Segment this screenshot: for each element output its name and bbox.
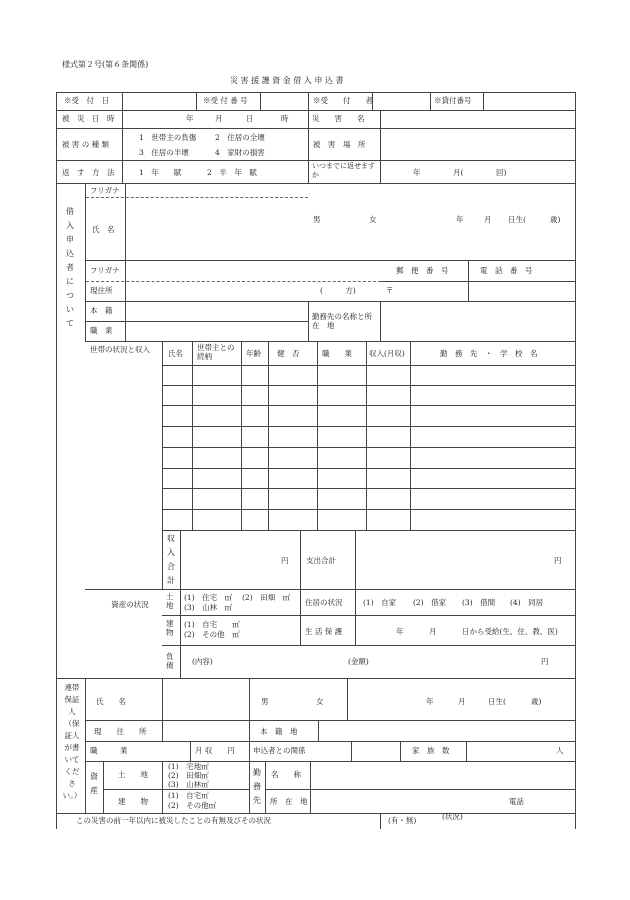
- land-item-farmland[interactable]: (2) 田畑 ㎡: [242, 593, 291, 602]
- damage-type-2[interactable]: 2 住居の全壊: [215, 133, 265, 142]
- datetime-unit-hour: 時: [281, 114, 289, 123]
- repay-until-year: 年: [413, 168, 421, 177]
- land-item-forest[interactable]: (3) 山林 ㎡: [184, 603, 233, 612]
- receiver-label: ※受 付 者: [313, 96, 373, 105]
- repay-until-label: いつまでに返せますか: [312, 162, 375, 179]
- domicile-label: 本 籍: [90, 306, 113, 315]
- guarantor-sex-male[interactable]: 男: [261, 697, 269, 706]
- guarantor-building-label: 建 物: [118, 797, 148, 806]
- guarantor-building-home[interactable]: (1) 自宅㎡: [168, 791, 209, 800]
- expense-total-yen: 円: [554, 556, 562, 565]
- applicant-furigana-label: フリガナ: [90, 186, 120, 195]
- guarantor-birth-year: 年: [426, 697, 434, 706]
- guarantor-domicile-label: 本 籍 地: [260, 727, 298, 736]
- workplace-label: 勤務先の名称と所 在 地: [312, 312, 380, 331]
- guarantor-address-field[interactable]: [163, 721, 248, 740]
- birth-month: 月: [484, 215, 492, 224]
- guarantor-land-label: 土 地: [118, 770, 148, 779]
- birth-field[interactable]: [381, 184, 574, 259]
- building-item-other[interactable]: (2) その他 ㎡: [184, 630, 240, 639]
- debt-content: (内容): [192, 657, 213, 666]
- table-row[interactable]: [163, 427, 574, 446]
- expense-total-field[interactable]: [356, 531, 574, 588]
- damage-type-1[interactable]: 1 世帯主の負傷: [139, 133, 197, 142]
- guarantor-work-label: 勤務先: [253, 768, 261, 805]
- receipt-date-field[interactable]: [123, 93, 195, 109]
- disaster-datetime-label: 被 災 日 時: [62, 114, 115, 123]
- housing-rent[interactable]: (2) 借家: [413, 598, 447, 607]
- guarantor-work-name-label: 名 称: [271, 770, 301, 779]
- page-title: 災 害 援 護 資 金 借 入 申 込 書: [230, 76, 344, 85]
- repay-until-times: 回): [496, 168, 507, 177]
- receipt-number-label: ※受 付 番 号: [203, 96, 248, 105]
- income-total-label: 収入合計: [167, 534, 175, 585]
- birth-year: 年: [456, 215, 464, 224]
- land-label: 土地: [166, 592, 174, 611]
- repayment-method-label: 返 す 方 法: [62, 168, 115, 177]
- disaster-name-label: 災 害 名: [312, 114, 365, 123]
- table-row[interactable]: [163, 386, 574, 404]
- housing-own[interactable]: (1) 自家: [363, 598, 397, 607]
- postal-mark: 〒: [386, 286, 394, 295]
- guarantor-family-unit: 人: [556, 746, 564, 755]
- guarantor-sex-female[interactable]: 女: [316, 697, 324, 706]
- table-row[interactable]: [163, 469, 574, 487]
- address-field[interactable]: [126, 282, 380, 300]
- building-label: 建物: [166, 619, 174, 638]
- hh-header-age: 年齢: [246, 349, 261, 358]
- applicant-name-label: 氏 名: [92, 225, 115, 234]
- domicile-field[interactable]: [126, 302, 307, 320]
- loan-number-label: ※貸付番号: [434, 96, 472, 105]
- guarantor-relation-label: 申込者との関係: [253, 746, 306, 755]
- phone-field[interactable]: [469, 282, 574, 300]
- land-item-residential[interactable]: (1) 住宅 ㎡: [184, 593, 233, 602]
- guarantor-name-field[interactable]: [163, 679, 248, 719]
- hh-header-relation: 世帯主との続柄: [197, 343, 235, 362]
- housing-label: 住居の状況: [305, 598, 343, 607]
- assets-section-label: 資産の状況: [111, 600, 149, 609]
- damage-place-field[interactable]: [381, 129, 574, 159]
- hh-header-workplace: 勤 務 先 ・ 学 校 名: [440, 349, 538, 358]
- hh-header-income: 収入(月収): [369, 349, 405, 358]
- housing-room[interactable]: (3) 借間: [462, 598, 496, 607]
- hh-header-job: 職 業: [322, 349, 352, 358]
- workplace-field[interactable]: [381, 302, 574, 340]
- income-total-yen: 円: [281, 556, 289, 565]
- debt-field[interactable]: [181, 646, 574, 677]
- repay-until-field[interactable]: [381, 161, 574, 182]
- debt-label: 負債: [166, 652, 174, 671]
- previous-status-field[interactable]: [470, 814, 574, 828]
- table-row[interactable]: [163, 406, 574, 425]
- birth-day: 日生(: [508, 215, 526, 224]
- guarantor-building-other[interactable]: (2) その他㎡: [168, 801, 217, 810]
- table-row[interactable]: [163, 510, 574, 529]
- guarantor-section-label: 連帯保証人（保証人が書いてください。）: [62, 683, 82, 800]
- guarantor-monthly-income: 月 収 円: [195, 746, 235, 755]
- postal-code-field[interactable]: [394, 282, 467, 300]
- guarantor-assets-label: 資産: [90, 772, 98, 795]
- loan-number-field[interactable]: [484, 93, 574, 109]
- damage-type-label: 被 害 の 種 類: [62, 140, 110, 149]
- guarantor-work-address-label: 所 在 地: [270, 797, 308, 806]
- damage-type-4[interactable]: 4 家財の損害: [215, 148, 265, 157]
- previous-answer[interactable]: (有・無): [388, 816, 417, 825]
- disaster-datetime-field[interactable]: [123, 111, 307, 127]
- guarantor-job-field[interactable]: [163, 742, 189, 760]
- debt-yen: 円: [541, 657, 549, 666]
- guarantor-job-label: 職 業: [90, 746, 128, 755]
- table-row[interactable]: [163, 448, 574, 467]
- previous-question: この災害の前一年以内に被災したことの有無及びその状況: [76, 816, 271, 825]
- welfare-field[interactable]: [356, 616, 574, 644]
- guarantor-birth-month: 月: [458, 697, 466, 706]
- phone-label: 電 話 番 号: [480, 266, 533, 275]
- datetime-unit-year: 年: [186, 114, 194, 123]
- welfare-receiving: 日から受給(生、住、教、医): [462, 627, 558, 636]
- hh-header-health: 健 否: [277, 349, 300, 358]
- welfare-month: 月: [429, 627, 437, 636]
- applicant-furigana-field[interactable]: [126, 184, 307, 196]
- welfare-label: 生 活 保 護: [305, 627, 343, 636]
- guarantor-domicile-field[interactable]: [319, 721, 574, 740]
- previous-status-label: (状況): [442, 812, 463, 821]
- applicant-section-label: 借入申込者について: [66, 207, 74, 328]
- repayment-option-annual[interactable]: 1 年 賦: [139, 168, 182, 177]
- sex-male[interactable]: 男: [313, 215, 321, 224]
- guarantor-birth-day: 日生(: [488, 697, 506, 706]
- form-number: 様式第２号(第６条関係): [62, 60, 149, 69]
- guarantor-birth-age: 歳): [531, 697, 542, 706]
- postal-code-label: 郵 便 番 号: [396, 266, 449, 275]
- applicant-name-field[interactable]: [126, 198, 307, 259]
- address-suffix: ( 方): [320, 286, 356, 295]
- damage-type-3[interactable]: 3 住居の半壊: [139, 148, 189, 157]
- guarantor-relation-field[interactable]: [352, 742, 399, 760]
- receipt-number-field[interactable]: [261, 93, 307, 109]
- address-label: 現住所: [90, 286, 113, 295]
- table-row[interactable]: [163, 489, 574, 508]
- guarantor-land-residential[interactable]: (1) 宅地㎡: [168, 762, 209, 771]
- guarantor-birth-field[interactable]: [348, 679, 574, 719]
- guarantor-land-farmland[interactable]: (2) 田畑㎡: [168, 771, 209, 780]
- receiver-field[interactable]: [373, 93, 429, 109]
- sex-female[interactable]: 女: [369, 215, 377, 224]
- guarantor-work-name-field[interactable]: [311, 762, 574, 788]
- income-total-field[interactable]: [181, 531, 299, 588]
- welfare-year: 年: [396, 627, 404, 636]
- birth-age: 歳): [550, 215, 561, 224]
- guarantor-land-forest[interactable]: (3) 山林㎡: [168, 780, 209, 789]
- damage-place-label: 被 害 場 所: [313, 140, 366, 149]
- housing-cohabit[interactable]: (4) 同居: [510, 598, 544, 607]
- guarantor-family-label: 家 族 数: [412, 746, 450, 755]
- job-field[interactable]: [126, 322, 307, 340]
- job-label: 職 業: [90, 326, 113, 335]
- guarantor-name-label: 氏 名: [96, 697, 126, 706]
- expense-total-label: 支出合計: [306, 556, 336, 565]
- repay-until-month: 月(: [453, 168, 464, 177]
- guarantor-address-label: 現 住 所: [94, 727, 147, 736]
- household-section-label: 世帯の状況と収入: [90, 345, 150, 354]
- datetime-unit-month: 月: [215, 114, 223, 123]
- building-item-home[interactable]: (1) 自宅 ㎡: [184, 620, 240, 629]
- applicant-furigana2-label: フリガナ: [90, 266, 120, 275]
- guarantor-family-field[interactable]: [467, 742, 574, 760]
- applicant-furigana2-field[interactable]: [126, 261, 380, 280]
- guarantor-work-address-field[interactable]: [311, 790, 574, 812]
- disaster-name-field[interactable]: [381, 111, 574, 127]
- repayment-option-semiannual[interactable]: 2 半 年 賦: [207, 168, 257, 177]
- hh-header-name: 氏名: [168, 349, 183, 358]
- debt-amount: (金額): [348, 657, 369, 666]
- receipt-date-label: ※受 付 日: [64, 96, 109, 105]
- table-row[interactable]: [163, 366, 574, 384]
- datetime-unit-day: 日: [246, 114, 254, 123]
- guarantor-phone-label: 電話: [509, 797, 524, 806]
